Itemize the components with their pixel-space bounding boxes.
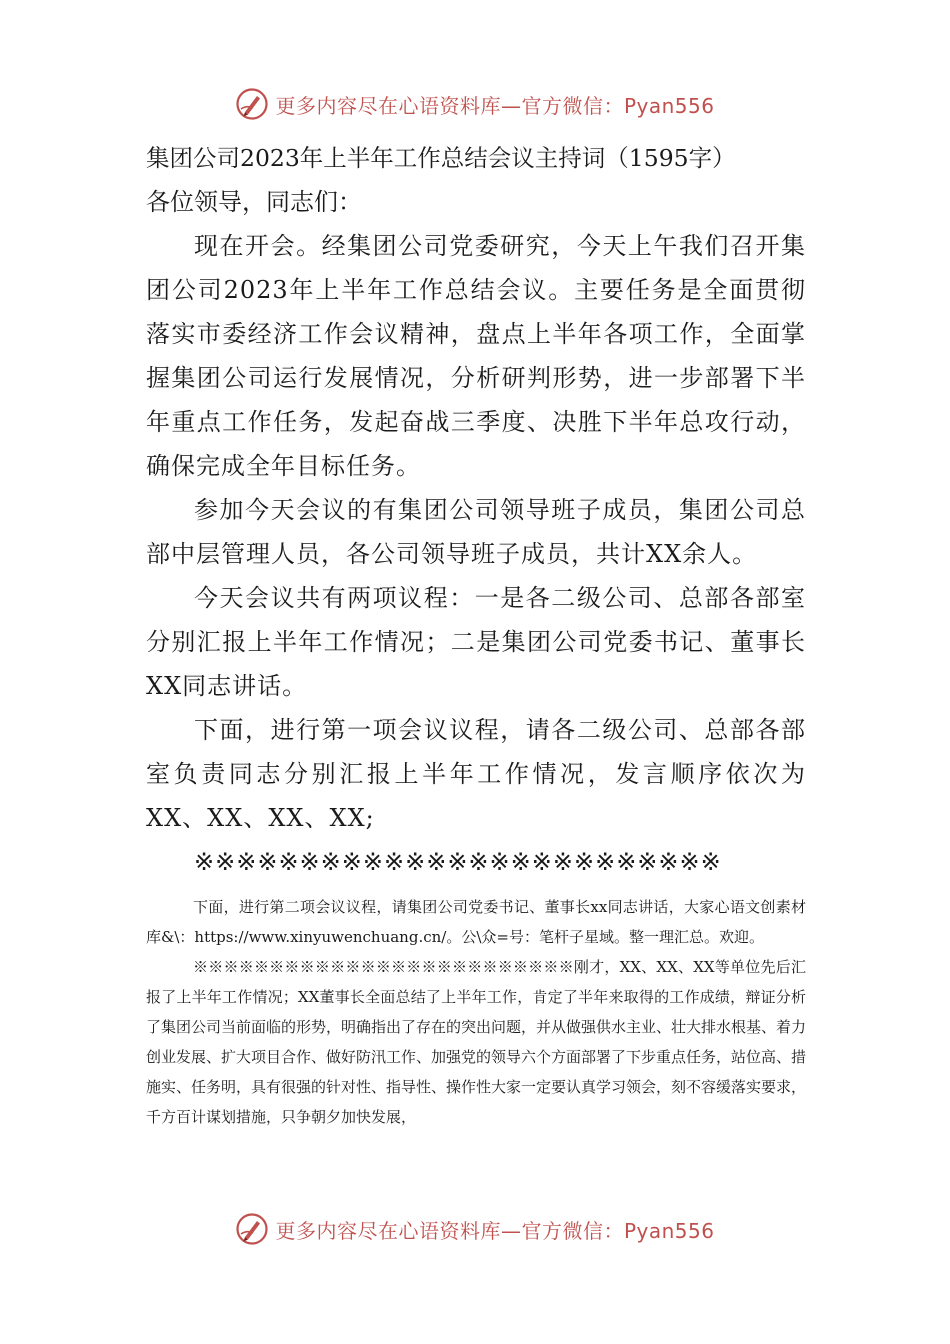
watermark-text: 更多内容尽在心语资料库—官方微信：Pyan556	[275, 93, 715, 118]
header-watermark-banner	[0, 82, 950, 126]
paragraph-first-item: 下面，进行第一项会议议程，请各二级公司、总部各部室负责同志分别汇报上半年工作情况，发言顺序依次为XX、XX、XX、XX;	[146, 716, 806, 832]
paragraph-second-item: 下面，进行第二项会议议程，请集团公司党委书记、董事长xx同志讲话，大家心语文创素材库&\：https://www.xinyuwenchuang.cn/。公\众=号：笔杆子星域。整一理汇总。欢迎。	[146, 898, 806, 946]
document-title: 集团公司2023年上半年工作总结会议主持词（1595字）	[146, 144, 736, 172]
salutation: 各位领导，同志们：	[146, 188, 362, 216]
pen-logo-icon	[235, 1212, 269, 1246]
small-text-block	[146, 892, 806, 1132]
separator-stars: ※※※※※※※※※※※※※※※※※※※※※※※※※	[194, 848, 722, 876]
pen-logo-icon	[235, 87, 269, 121]
watermark-text: 更多内容尽在心语资料库—官方微信：Pyan556	[275, 1218, 715, 1243]
paragraph-opening: 现在开会。经集团公司党委研究，今天上午我们召开集团公司2023年上半年工作总结会议。主要任务是全面贯彻落实市委经济工作会议精神，盘点上半年各项工作，全面掌握集团公司运行发展情况，分析研判形势，进一步部署下半年重点工作任务，发起奋战三季度、决胜下半年总攻行动，确保完成全年目标任务。	[146, 232, 806, 480]
paragraph-summary: ※※※※※※※※※※※※※※※※※※※※※※※※※刚才，XX、XX、XX等单位先后汇报了上半年工作情况；XX董事长全面总结了上半年工作，肯定了半年来取得的工作成绩，辩证分析了集团公司当前面临的形势，明确指出了存在的突出问题，并从做强供水主业、壮大排水根基、着力创业发展、扩大项目合作、做好防汛工作、加强党的领导六个方面部署了下步重点任务，站位高、措施实、任务明，具有很强的针对性、指导性、操作性大家一定要认真学习领会，刻不容缓落实要求，千方百计谋划措施，只争朝夕加快发展，	[146, 958, 807, 1126]
document-body	[146, 136, 806, 1132]
paragraph-attendees: 参加今天会议的有集团公司领导班子成员，集团公司总部中层管理人员，各公司领导班子成员，共计XX余人。	[146, 496, 806, 568]
paragraph-agenda: 今天会议共有两项议程：一是各二级公司、总部各部室分别汇报上半年工作情况；二是集团公司党委书记、董事长XX同志讲话。	[146, 584, 806, 700]
footer-watermark-banner	[0, 1207, 950, 1251]
